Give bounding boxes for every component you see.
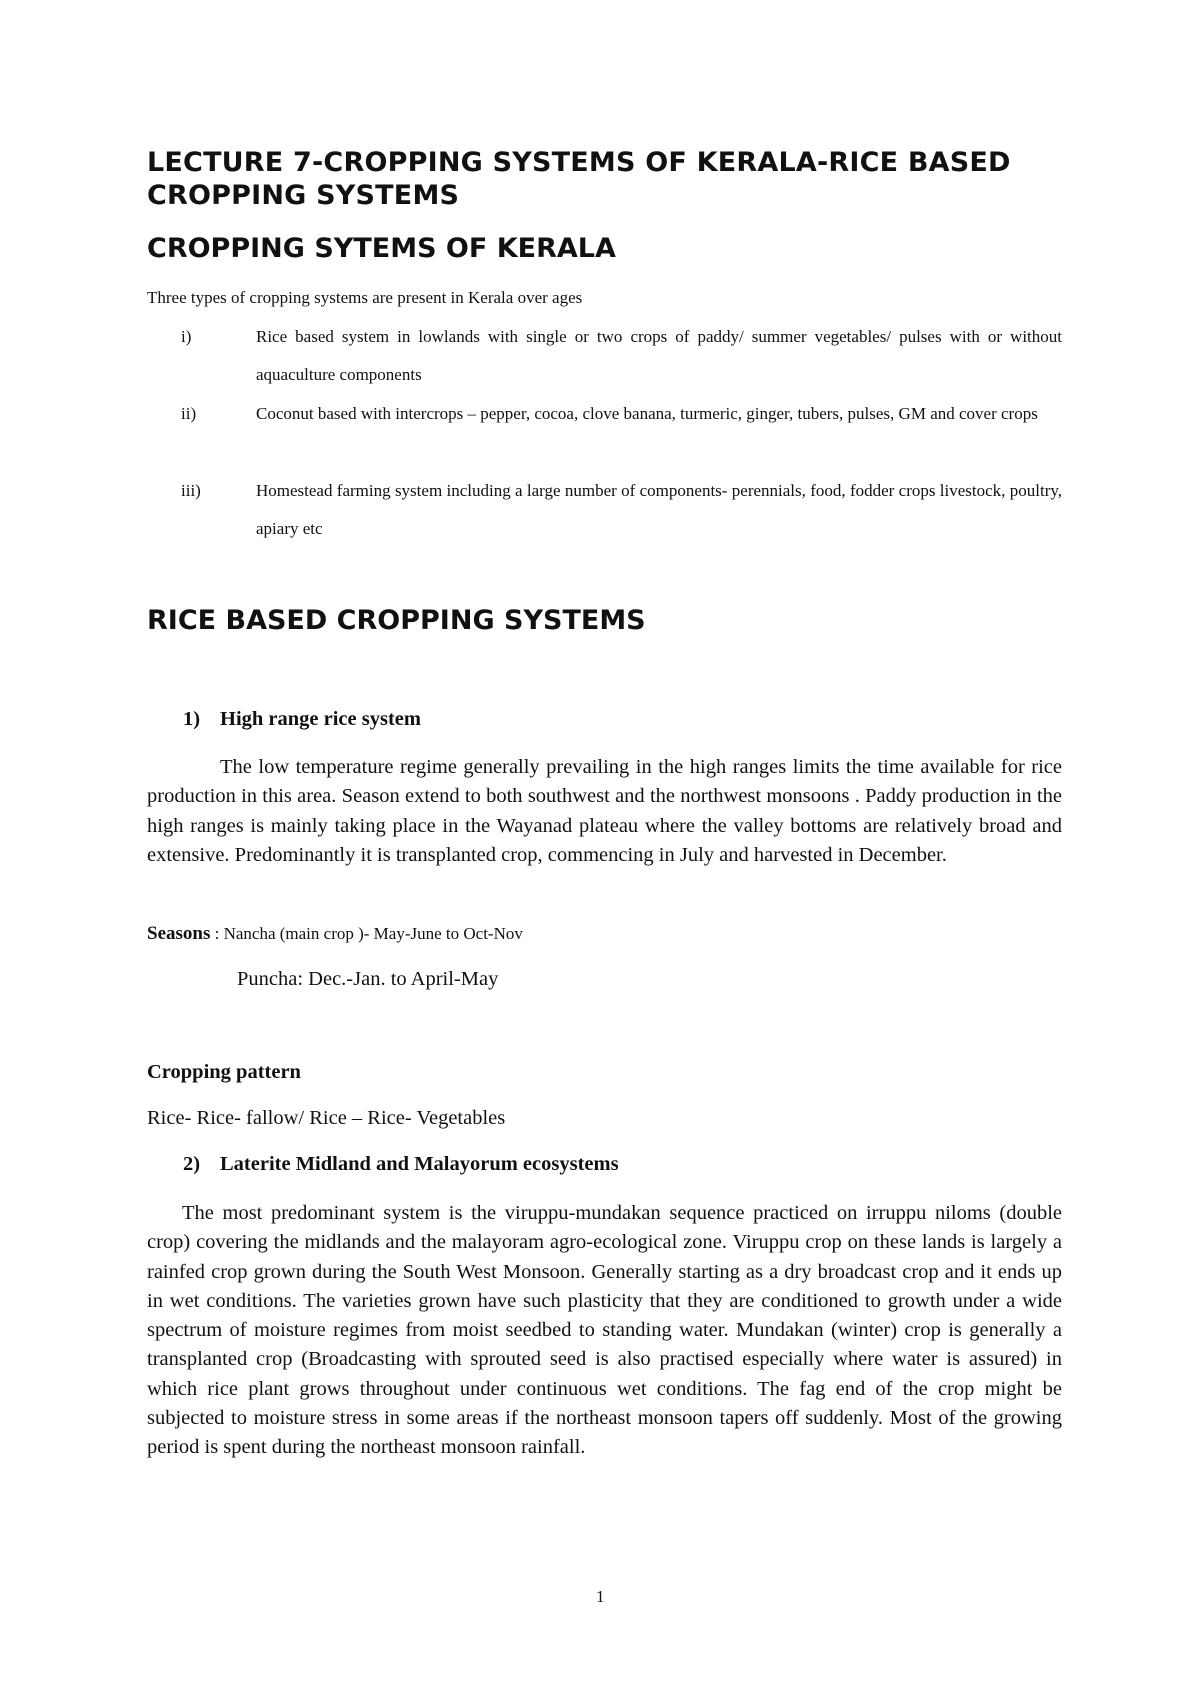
subsection-number: 2) — [183, 1153, 201, 1175]
paragraph-high-range: The low temperature regime generally prevailing in the high ranges limits the time available for rice production in this area. Season extend to both southwest and the northwest monsoons . Paddy production in the high ranges is mainly taking place in the Wayanad plateau where the valley bottoms are relatively broad and extensive. Predominantly it is transplanted crop, commencing in July and harvested in December. — [147, 756, 1062, 866]
page-title: LECTURE 7-CROPPING SYSTEMS OF KERALA-RICE BASED CROPPING SYSTEMS — [147, 147, 1011, 211]
list-item-text: Coconut based with intercrops – pepper, cocoa, clove banana, turmeric, ginger, tubers, pulses, GM and cover crops — [256, 404, 1038, 423]
paragraph-laterite-midland: The most predominant system is the viruppu-mundakan sequence practiced on irruppu niloms (double crop) covering the midlands and the malayoram agro-ecological zone. Viruppu crop on these lands is largely a rainfed crop grown during the South West Monsoon. Generally starting as a dry broadcast crop and it ends up in wet conditions. The varieties grown have such plasticity that they are conditioned to growth under a wide spectrum of moisture regimes from moist seedbed to standing water. Mundakan (winter) crop is generally a transplanted crop (Broadcasting with sprouted seed is also practised especially where water is assured) in which rice plant grows throughout under continuous wet conditions. The fag end of the crop might be subjected to moisture stress in some areas if the northeast monsoon tapers off suddenly. Most of the growing period is spent during the northeast monsoon rainfall. — [147, 1202, 1062, 1459]
list-item-text: Homestead farming system including a large number of components- perennials, food, fodder crops livestock, poultry, apiary etc — [256, 481, 1062, 538]
subsection-number: 1) — [183, 708, 201, 730]
page-number: 1 — [596, 1587, 605, 1606]
list-item-number: iii) — [181, 481, 201, 500]
subsection-title: High range rice system — [220, 708, 421, 730]
seasons-label: Seasons — [147, 923, 211, 944]
section-heading-rice-based: RICE BASED CROPPING SYSTEMS — [147, 605, 646, 636]
seasons-value: : Nancha (main crop )- May-June to Oct-Nov — [210, 924, 523, 943]
cropping-pattern-text: Rice- Rice- fallow/ Rice – Rice- Vegetables — [147, 1107, 506, 1129]
seasons-line-2: Puncha: Dec.-Jan. to April-May — [237, 968, 499, 990]
cropping-pattern-heading: Cropping pattern — [147, 1061, 301, 1083]
list-item-number: ii) — [181, 404, 197, 423]
subsection-title: Laterite Midland and Malayorum ecosystems — [220, 1153, 619, 1175]
list-item-text: Rice based system in lowlands with single or two crops of paddy/ summer vegetables/ pulses with or without aquaculture components — [256, 327, 1062, 384]
section-heading-cropping-systems: CROPPING SYTEMS OF KERALA — [147, 233, 616, 264]
intro-text: Three types of cropping systems are present in Kerala over ages — [147, 288, 583, 307]
list-item-number: i) — [181, 327, 192, 346]
seasons-line — [147, 923, 523, 945]
